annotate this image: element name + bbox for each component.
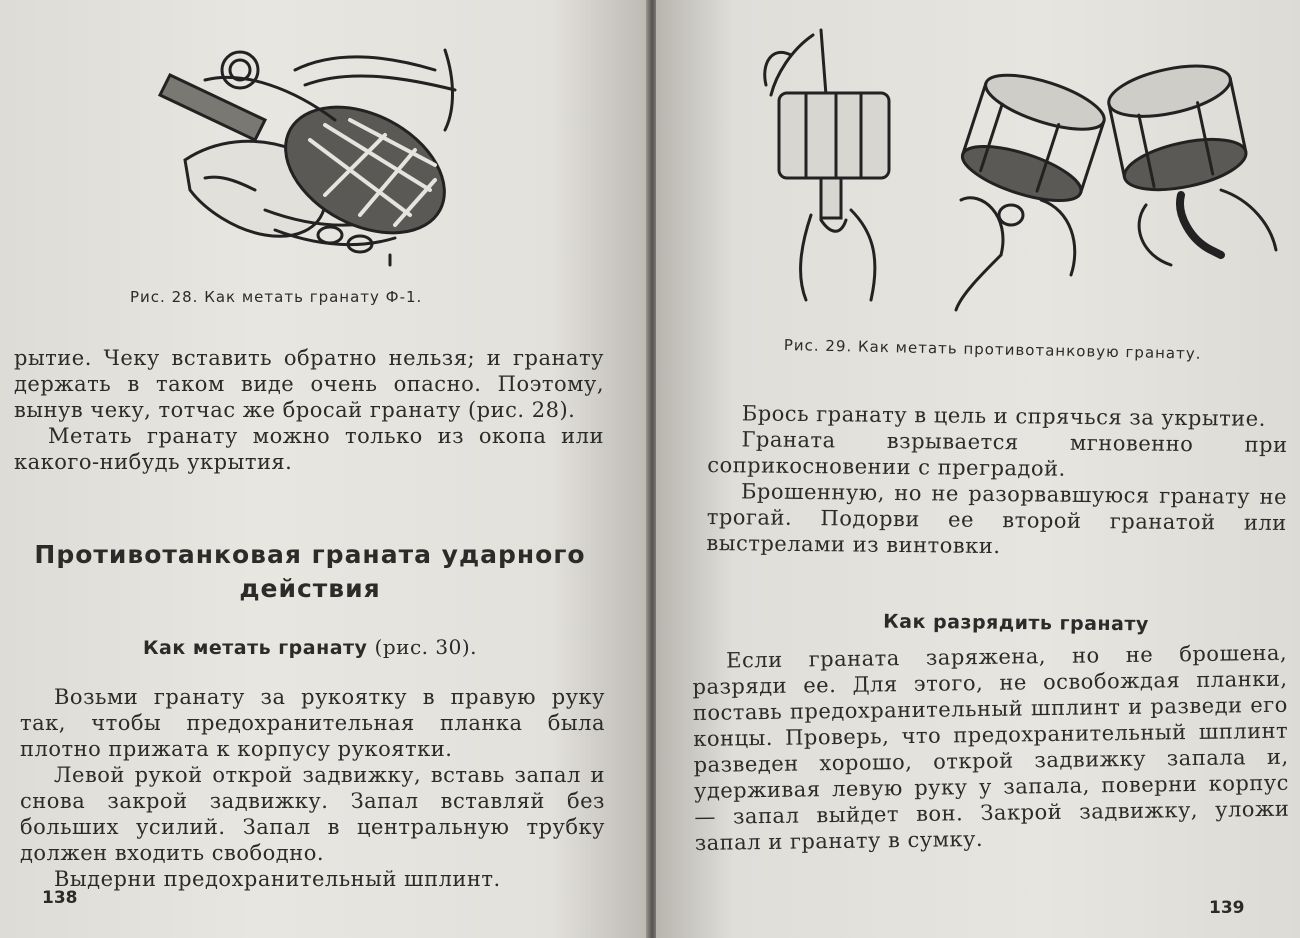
right-text-block-1: [706, 400, 1288, 562]
left-page: [0, 0, 648, 938]
paragraph: Если граната заряжена, но не брошена, разряди ее. Для этого, не освобождая планки, поставь предохранительный шплинт и разведи его концы. Проверь, что предохранительный шплинт разведен хорошо, открой задвижку запала и, удерживая левую руку у запала, поверни корпус — запал выйдет вон. Закрой задвижку, уложи запал и гранату в сумку.: [692, 640, 1290, 855]
left-text-block-1: [14, 345, 604, 475]
subsection-title: [20, 635, 600, 659]
figure-29-caption: Рис. 29. Как метать противотанковую гранату.: [783, 336, 1202, 363]
right-page: [656, 0, 1300, 938]
left-text-block-2: [20, 684, 605, 892]
paragraph: рытие. Чеку вставить обратно нельзя; и гранату держать в таком виде очень опасно. Поэтому, вынув чеку, тотчас же бросай гранату (рис. 28).: [14, 346, 604, 422]
right-text-block-2: [692, 640, 1290, 856]
paragraph: Выдерни предохранительный шплинт.: [54, 867, 501, 891]
subsection-title-text: Как метать гранату: [142, 637, 368, 659]
figure-28-caption: Рис. 28. Как метать гранату Ф-1.: [130, 288, 423, 306]
section-title: Противотанковая граната ударного действия: [34, 540, 586, 603]
paragraph: Брошенную, но не разорвавшуюся гранату не трогай. Подорви ее второй гранатой или выстрелами из винтовки.: [706, 479, 1288, 559]
paragraph: Возьми гранату за рукоятку в правую руку так, чтобы предохранительная планка была плотно прижата к корпусу рукоятки.: [20, 685, 605, 761]
figure-29-antitank-grenade-illustration: [751, 15, 1281, 315]
paragraph: Левой рукой открой задвижку, вставь запал и снова закрой задвижку. Запал вставляй без больших усилий. Запал в центральную трубку должен входить свободно.: [20, 763, 605, 865]
paragraph: Брось гранату в цель и спрячься за укрытие.: [741, 401, 1266, 431]
paragraph: Граната взрывается мгновенно при соприкосновении с преградой.: [707, 427, 1288, 481]
subsection-figure-ref: (рис. 30).: [374, 635, 478, 659]
page-number-right: 139: [1209, 898, 1245, 918]
figure-28-f1-grenade-illustration: [145, 40, 475, 270]
page-number-left: 138: [42, 888, 78, 908]
paragraph: Метать гранату можно только из окопа или какого-нибудь укрытия.: [14, 424, 604, 474]
section-title: Как разрядить гранату: [883, 610, 1149, 636]
